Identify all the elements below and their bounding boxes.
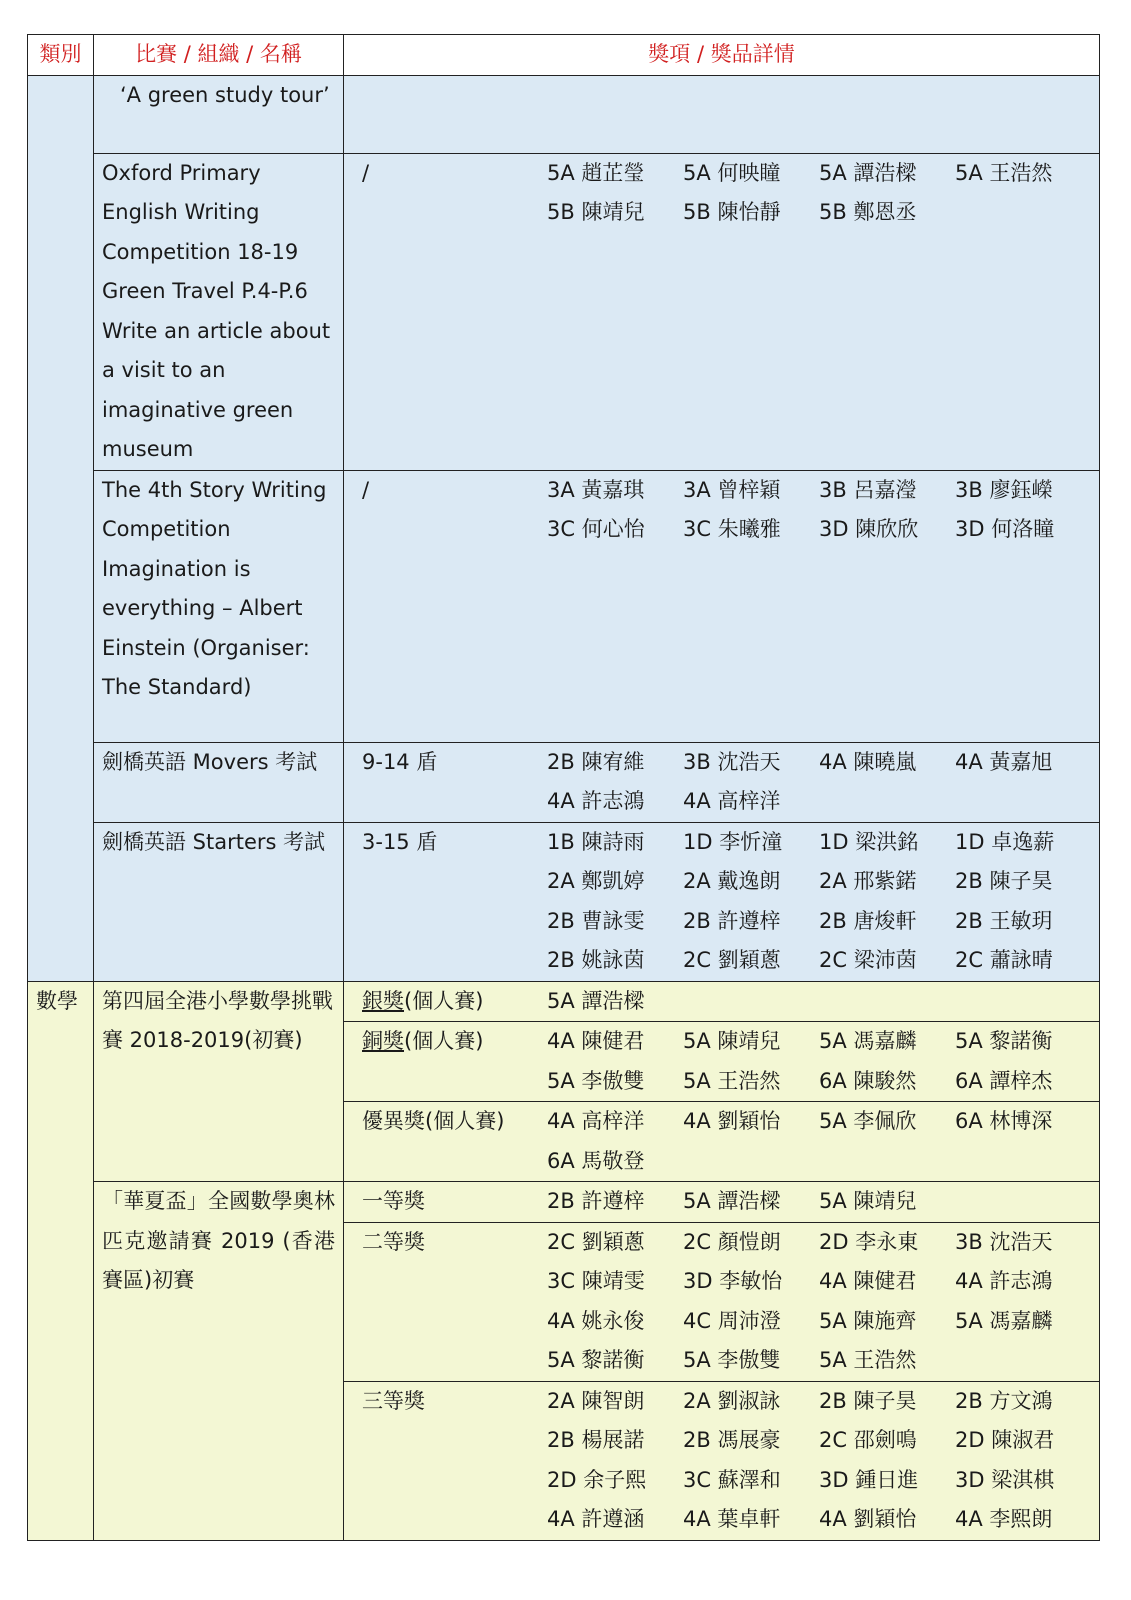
student-name: 5A 李佩欣 <box>819 1109 917 1133</box>
award-cell <box>344 822 1100 981</box>
student-name: 4A 陳健君 <box>547 1029 645 1053</box>
student-name: 4A 高梓洋 <box>683 789 781 813</box>
student-name: 5A 陳施齊 <box>819 1308 917 1333</box>
student-name: 2A 劉淑詠 <box>683 1388 781 1413</box>
student-name: 5A 王浩然 <box>683 1068 781 1093</box>
math-category-cell: 數學 <box>28 981 94 1540</box>
names-grid <box>547 1102 1091 1181</box>
prize-label: 銀獎(個人賽) <box>362 988 484 1013</box>
student-name: 4A 葉卓軒 <box>683 1507 781 1531</box>
student-name: 5A 李傲雙 <box>683 1348 781 1372</box>
student-name: 2B 陳子昊 <box>819 1388 917 1413</box>
student-name: 4A 許志鴻 <box>547 789 645 813</box>
competition-name: 第四屆全港小學數學挑戰賽 2018-2019(初賽) <box>94 981 344 1182</box>
names-grid <box>547 154 1091 233</box>
student-name: 6A 馬敬登 <box>547 1148 645 1173</box>
student-name: 6A 林博深 <box>955 1109 1053 1133</box>
student-name: 3D 鍾日進 <box>819 1467 919 1492</box>
student-name: 2B 陳宥維 <box>547 749 645 774</box>
student-name: 5A 譚浩樑 <box>547 988 645 1013</box>
names-grid <box>547 471 1091 550</box>
names-grid <box>547 982 1091 1022</box>
student-name: 2A 鄭凱婷 <box>547 869 645 893</box>
competition-name: The 4th Story Writing Competition Imagination is everything – Albert Einstein (Organiser: The Standard) <box>94 470 344 742</box>
student-name: 4A 李熙朗 <box>955 1507 1053 1531</box>
award-cell <box>344 75 1100 153</box>
student-name: 2D 余子熙 <box>547 1467 647 1492</box>
prize-label: 三等獎 <box>362 1388 425 1413</box>
table-row <box>28 470 1100 742</box>
student-name: 4A 許遵涵 <box>547 1507 645 1531</box>
student-name: 3D 陳欣欣 <box>819 517 919 541</box>
student-name: 4A 姚永俊 <box>547 1308 645 1333</box>
student-name: 5B 陳靖兒 <box>547 200 645 224</box>
student-name: 4A 黃嘉旭 <box>955 749 1053 774</box>
student-name: 2C 邵劍鳴 <box>819 1428 917 1452</box>
student-name: 5A 馮嘉麟 <box>955 1308 1053 1333</box>
student-name: 1D 李忻潼 <box>683 829 783 854</box>
table-row <box>28 75 1100 153</box>
award-cell <box>344 1102 1100 1182</box>
student-name: 4A 高梓洋 <box>547 1109 645 1133</box>
table-row <box>28 153 1100 470</box>
student-name: 3C 何心怡 <box>547 517 645 541</box>
student-name: 4A 許志鴻 <box>955 1269 1053 1293</box>
prize-label: 3-15 盾 <box>362 829 438 854</box>
student-name: 2B 楊展諾 <box>547 1428 645 1452</box>
english-category-cell <box>28 75 94 981</box>
student-name: 5A 趙芷瑩 <box>547 160 645 185</box>
student-name: 5A 黎諾衡 <box>547 1348 645 1372</box>
names-grid <box>547 743 1091 822</box>
student-name: 2D 李永東 <box>819 1229 919 1254</box>
student-name: 2A 邢紫鍩 <box>819 869 917 893</box>
student-name: 4A 陳健君 <box>819 1269 917 1293</box>
award-cell <box>344 742 1100 822</box>
student-name: 5A 陳靖兒 <box>683 1029 781 1053</box>
student-name: 5A 王浩然 <box>819 1348 917 1372</box>
prize-label: / <box>362 160 370 185</box>
table-row <box>28 1182 1100 1223</box>
student-name: 3B 沈浩天 <box>683 749 781 774</box>
student-name: 3D 梁淇棋 <box>955 1467 1055 1492</box>
student-name: 5A 馮嘉麟 <box>819 1029 917 1053</box>
student-name: 5A 譚浩樑 <box>683 1189 781 1213</box>
student-name: 2C 劉穎蔥 <box>683 948 781 972</box>
award-cell <box>344 153 1100 470</box>
student-name: 4A 劉穎怡 <box>683 1109 781 1133</box>
competition-name: ‘A green study tour’ <box>94 75 344 153</box>
prize-label: / <box>362 477 370 502</box>
header-competition: 比賽 / 組織 / 名稱 <box>94 35 344 76</box>
awards-table <box>27 34 1100 1541</box>
student-name: 4A 陳曉嵐 <box>819 749 917 774</box>
student-name: 5A 何映瞳 <box>683 160 781 185</box>
student-name: 4C 周沛澄 <box>683 1308 781 1333</box>
student-name: 1B 陳詩雨 <box>547 829 645 854</box>
student-name: 2C 梁沛茵 <box>819 948 917 972</box>
student-name: 2B 方文鴻 <box>955 1388 1053 1413</box>
names-grid <box>547 823 1091 981</box>
table-row <box>28 822 1100 981</box>
student-name: 2A 陳智朗 <box>547 1388 645 1413</box>
student-name: 2B 曹詠雯 <box>547 908 645 933</box>
student-name: 3C 朱曦雅 <box>683 517 781 541</box>
student-name: 2B 唐焌軒 <box>819 908 917 933</box>
student-name: 1D 梁洪銘 <box>819 829 919 854</box>
student-name: 6A 陳駿然 <box>819 1068 917 1093</box>
student-name: 3A 曾梓穎 <box>683 477 781 502</box>
student-name: 3B 呂嘉瀅 <box>819 477 917 502</box>
award-cell <box>344 981 1100 1022</box>
names-grid <box>547 1022 1091 1101</box>
names-grid <box>547 1223 1091 1381</box>
student-name: 2B 王敏玥 <box>955 908 1053 933</box>
header-award: 獎項 / 獎品詳情 <box>344 35 1100 76</box>
student-name: 3B 沈浩天 <box>955 1229 1053 1254</box>
competition-name: Oxford Primary English Writing Competition 18-19 Green Travel P.4-P.6 Write an article about a visit to an imaginative green museum <box>94 153 344 470</box>
student-name: 2C 劉穎蔥 <box>547 1229 645 1254</box>
student-name: 2B 姚詠茵 <box>547 948 645 972</box>
award-cell <box>344 1182 1100 1223</box>
student-name: 2D 陳淑君 <box>955 1428 1055 1452</box>
student-name: 2A 戴逸朗 <box>683 869 781 893</box>
table-row <box>28 981 1100 1022</box>
student-name: 1D 卓逸薪 <box>955 829 1055 854</box>
student-name: 3B 廖鈺嶸 <box>955 477 1053 502</box>
student-name: 5A 王浩然 <box>955 160 1053 185</box>
competition-name: 劍橋英語 Movers 考試 <box>94 742 344 822</box>
award-cell <box>344 470 1100 742</box>
student-name: 5A 黎諾衡 <box>955 1029 1053 1053</box>
student-name: 3C 陳靖雯 <box>547 1269 645 1293</box>
student-name: 2C 蕭詠晴 <box>955 948 1053 972</box>
award-cell <box>344 1381 1100 1540</box>
prize-label: 銅獎(個人賽) <box>362 1029 484 1053</box>
prize-label: 一等獎 <box>362 1189 425 1213</box>
student-name: 3A 黃嘉琪 <box>547 477 645 502</box>
names-grid <box>547 1382 1091 1540</box>
student-name: 2B 許遵梓 <box>547 1189 645 1213</box>
names-grid <box>547 1182 1091 1222</box>
award-cell <box>344 1222 1100 1381</box>
student-name: 4A 劉穎怡 <box>819 1507 917 1531</box>
student-name: 5A 陳靖兒 <box>819 1189 917 1213</box>
student-name: 5B 鄭恩丞 <box>819 200 917 224</box>
student-name: 2C 顏愷朗 <box>683 1229 781 1254</box>
student-name: 6A 譚梓杰 <box>955 1068 1053 1093</box>
prize-label: 優異獎(個人賽) <box>362 1109 505 1133</box>
award-cell <box>344 1022 1100 1102</box>
student-name: 2B 陳子昊 <box>955 869 1053 893</box>
student-name: 3D 李敏怡 <box>683 1269 783 1293</box>
student-name: 5A 譚浩樑 <box>819 160 917 185</box>
prize-label: 9-14 盾 <box>362 749 438 774</box>
competition-name: 劍橋英語 Starters 考試 <box>94 822 344 981</box>
student-name: 3C 蘇澤和 <box>683 1467 781 1492</box>
student-name: 5B 陳怡靜 <box>683 200 781 224</box>
student-name: 5A 李傲雙 <box>547 1068 645 1093</box>
prize-label: 二等獎 <box>362 1229 425 1254</box>
header-category: 類別 <box>28 35 94 76</box>
table-row <box>28 742 1100 822</box>
student-name: 3D 何洛瞳 <box>955 517 1055 541</box>
competition-name: 「華夏盃」全國數學奧林匹克邀請賽 2019 (香港賽區)初賽 <box>94 1182 344 1541</box>
header-row <box>28 35 1100 76</box>
student-name: 2B 許遵梓 <box>683 908 781 933</box>
student-name: 2B 馮展豪 <box>683 1428 781 1452</box>
